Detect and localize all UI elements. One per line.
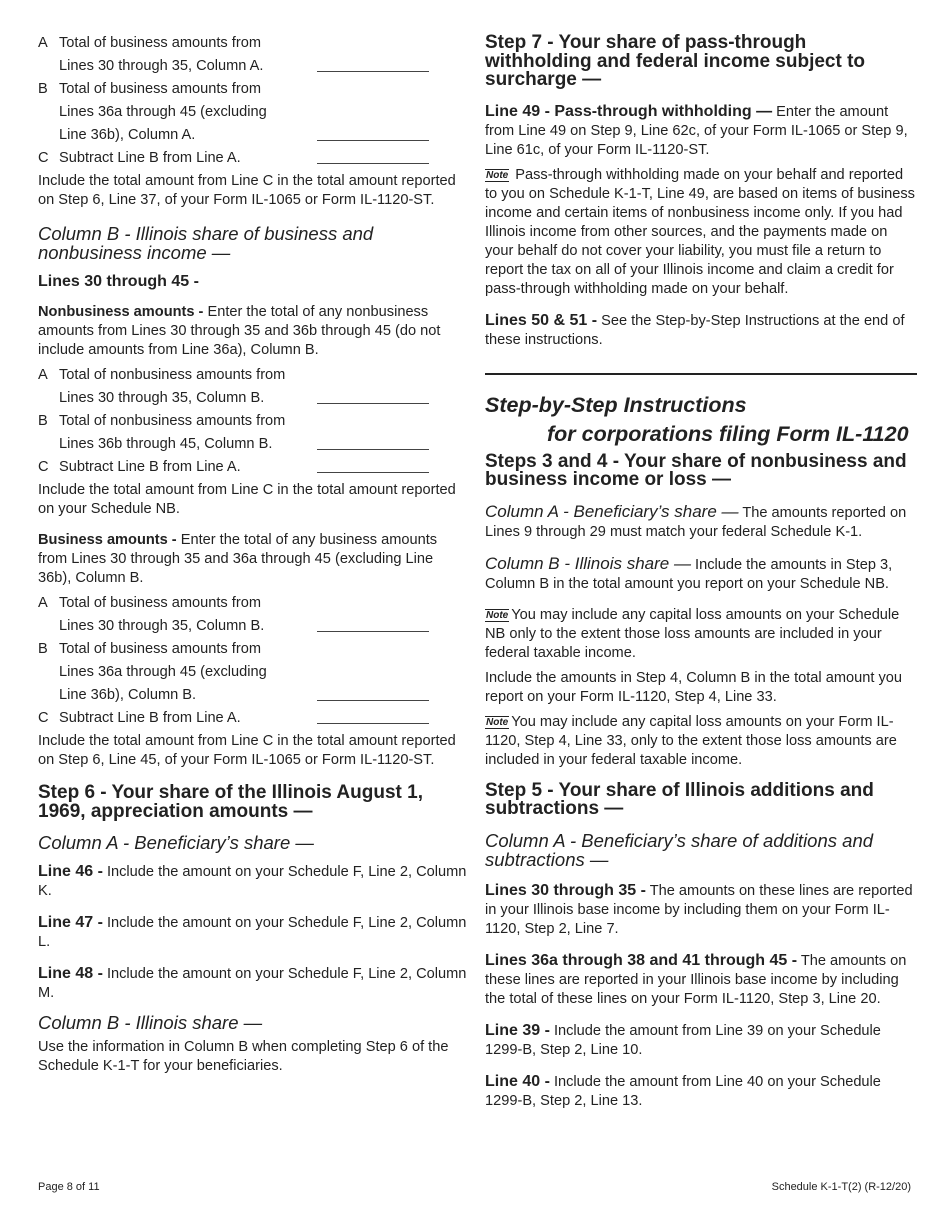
section-divider [485, 373, 917, 375]
include-note-3: Include the total amount from Line C in the total amount reported on Step 6, Line 45, of your Form IL-1065 or Form IL-1120-ST. [38, 733, 456, 768]
worksheet-line [38, 709, 470, 728]
column-a-paragraph: Column A - Beneficiary’s share — The amounts reported on Lines 9 through 29 must match your federal Schedule K-1. [485, 501, 907, 540]
worksheet-line-text [59, 594, 309, 636]
worksheet-line [38, 149, 470, 168]
worksheet-line-text-row: Total of business amounts from [59, 81, 261, 97]
worksheet-line [38, 412, 470, 454]
worksheet-line-text [59, 34, 309, 76]
line-39-paragraph: Line 39 - Include the amount from Line 39 on your Schedule 1299-B, Step 2, Line 10. [485, 1021, 881, 1058]
worksheet-line-text-row: Lines 36a through 45 (excluding [59, 104, 267, 120]
business-amounts-paragraph: Business amounts - Enter the total of any business amounts from Lines 30 through 35 and 36a through 45 (excluding Line 36b), Column B. [38, 532, 438, 586]
worksheet-line-text-row: Line 36b), Column A. [59, 127, 196, 143]
worksheet-list-business [38, 594, 470, 728]
lines-30-45-heading: Lines 30 through 45 - [38, 273, 199, 290]
worksheet-line-text [59, 149, 309, 168]
worksheet-line-text-row: Total of business amounts from [59, 641, 261, 657]
note-3-paragraph: Note You may include any capital loss amounts on your Form IL-1120, Step 4, Line 33, only to the extent those loss amounts are included in your federal taxable income. [485, 713, 897, 768]
worksheet-line-letter: A [38, 595, 48, 611]
note-arrow-icon: Note [486, 609, 509, 621]
step-by-step-subtitle: for corporations filing Form IL-1120 [547, 421, 909, 446]
worksheet-line-letter: A [38, 35, 48, 51]
worksheet-line-text-row: Lines 36b through 45, Column B. [59, 436, 273, 452]
worksheet-line-text-row: Lines 36a through 45 (excluding [59, 664, 267, 680]
column-b-paragraph: Column B - Illinois share — Include the amounts in Step 3, Column B in the total amount you report on your Schedule NB. [485, 553, 893, 592]
worksheet-list-column-a [38, 34, 470, 168]
worksheet-line-text-row: Lines 30 through 35, Column A. [59, 58, 264, 74]
worksheet-line-text [59, 366, 309, 408]
line-49-paragraph: Line 49 - Pass-through withholding — Enter the amount from Line 49 on Step 9, Line 62c, of your Form IL-1065 or Step 9, Line 61c, of your Form IL-1120-ST. [485, 102, 908, 158]
line-46-paragraph: Line 46 - Include the amount on your Schedule F, Line 2, Column K. [38, 863, 467, 899]
note-1-paragraph: Note Pass-through withholding made on your behalf and reported to you on Schedule K-1-T, Line 49, are based on items of business income and certain items of nonbusiness income only. If you had Illinois income from other sources, and the payments made on your behalf do not cover your liability, you must file a return to report the tax on all of your Illinois income and claim a credit for pass-through withholding made on your behalf. [485, 166, 915, 297]
worksheet-line-text [59, 80, 309, 145]
step-6-heading: Step 6 - Your share of the Illinois August 1, 1969, appreciation amounts — [38, 782, 423, 822]
step-7-heading: Step 7 - Your share of pass-through withholding and federal income subject to surcharge — [485, 32, 866, 90]
column-b-heading: Column B - Illinois share of business and nonbusiness income — [38, 223, 374, 263]
steps-3-4-heading: Steps 3 and 4 - Your share of nonbusiness and business income or loss — [485, 450, 907, 490]
amount-blank-field [317, 631, 429, 632]
amount-blank-field [317, 163, 429, 164]
note-2-paragraph: Note You may include any capital loss amounts on your Schedule NB only to the extent those loss amounts are included in your federal taxable income. [485, 606, 900, 661]
lines-36a-45-paragraph: Lines 36a through 38 and 41 through 45 - The amounts on these lines are reported in your Illinois base income by including the total of these lines on your Form IL-1120, Step 3, Line 20. [485, 951, 907, 1007]
worksheet-line [38, 640, 470, 705]
step-6-column-b-text: Use the information in Column B when completing Step 6 of the Schedule K-1-T for your beneficiaries. [38, 1039, 449, 1074]
amount-blank-field [317, 700, 429, 701]
note-arrow-icon: Note [486, 169, 509, 181]
worksheet-line-letter: C [38, 459, 49, 475]
worksheet-line-text-row: Lines 30 through 35, Column B. [59, 390, 265, 406]
worksheet-line-text-row: Total of business amounts from [59, 35, 261, 51]
step-6-column-a-heading: Column A - Beneficiary’s share — [38, 832, 314, 853]
step-5-column-a-heading: Column A - Beneficiary’s share of additions and subtractions — [485, 829, 874, 870]
worksheet-line [38, 594, 470, 636]
step-by-step-title: Step-by-Step Instructions [485, 392, 747, 417]
worksheet-list-nonbusiness [38, 366, 470, 477]
line-40-paragraph: Line 40 - Include the amount from Line 40 on your Schedule 1299-B, Step 2, Line 13. [485, 1072, 881, 1109]
worksheet-line-text-row: Total of business amounts from [59, 595, 261, 611]
worksheet-line-text [59, 709, 309, 728]
right-column [485, 34, 917, 1123]
worksheet-line [38, 34, 470, 76]
worksheet-line-text-row: Subtract Line B from Line A. [59, 710, 241, 726]
amount-blank-field [317, 449, 429, 450]
amount-blank-field [317, 403, 429, 404]
worksheet-line-letter: B [38, 641, 48, 657]
worksheet-line [38, 80, 470, 145]
form-identifier: Schedule K-1-T(2) (R-12/20) [771, 1181, 911, 1193]
worksheet-line-text-row: Line 36b), Column B. [59, 687, 197, 703]
worksheet-line-text-row: Subtract Line B from Line A. [59, 150, 241, 166]
line-48-paragraph: Line 48 - Include the amount on your Schedule F, Line 2, Column M. [38, 965, 467, 1001]
amount-blank-field [317, 723, 429, 724]
worksheet-line [38, 458, 470, 477]
nonbusiness-amounts-paragraph: Nonbusiness amounts - Enter the total of any nonbusiness amounts from Lines 30 through 35 and 36b through 45 (do not include amounts from Line 36a), Column B. [38, 304, 441, 358]
include-note-2: Include the total amount from Line C in the total amount reported on your Schedule NB. [38, 482, 456, 517]
include-note-1: Include the total amount from Line C in the total amount reported on Step 6, Line 37, of your Form IL-1065 or Form IL-1120-ST. [38, 173, 456, 208]
worksheet-line-text-row: Total of nonbusiness amounts from [59, 413, 286, 429]
worksheet-line [38, 366, 470, 408]
worksheet-line-letter: B [38, 81, 48, 97]
note-arrow-icon: Note [486, 716, 509, 728]
line-47-paragraph: Line 47 - Include the amount on your Schedule F, Line 2, Column L. [38, 914, 467, 950]
worksheet-line-letter: A [38, 367, 48, 383]
lines-30-35-paragraph: Lines 30 through 35 - The amounts on these lines are reported in your Illinois base income by including them on your Form IL-1120, Step 2, Line 7. [485, 881, 913, 937]
worksheet-line-text-row: Lines 30 through 35, Column B. [59, 618, 265, 634]
left-column [38, 34, 470, 1082]
worksheet-line-letter: C [38, 710, 49, 726]
step-5-heading: Step 5 - Your share of Illinois additions and subtractions — [485, 779, 874, 819]
worksheet-line-text-row: Subtract Line B from Line A. [59, 459, 241, 475]
page-number: Page 8 of 11 [38, 1181, 100, 1193]
worksheet-line-text-row: Total of nonbusiness amounts from [59, 367, 286, 383]
step-4-paragraph: Include the amounts in Step 4, Column B in the total amount you report on your Form IL-1120, Step 4, Line 33. [485, 669, 902, 705]
worksheet-line-text [59, 640, 309, 705]
worksheet-line-text [59, 412, 309, 454]
amount-blank-field [317, 71, 429, 72]
worksheet-line-letter: B [38, 413, 48, 429]
amount-blank-field [317, 140, 429, 141]
worksheet-line-letter: C [38, 150, 49, 166]
amount-blank-field [317, 472, 429, 473]
lines-50-51-paragraph: Lines 50 & 51 - See the Step-by-Step Instructions at the end of these instructions. [485, 311, 905, 348]
worksheet-line-text [59, 458, 309, 477]
step-6-column-b-heading: Column B - Illinois share — [38, 1012, 263, 1033]
